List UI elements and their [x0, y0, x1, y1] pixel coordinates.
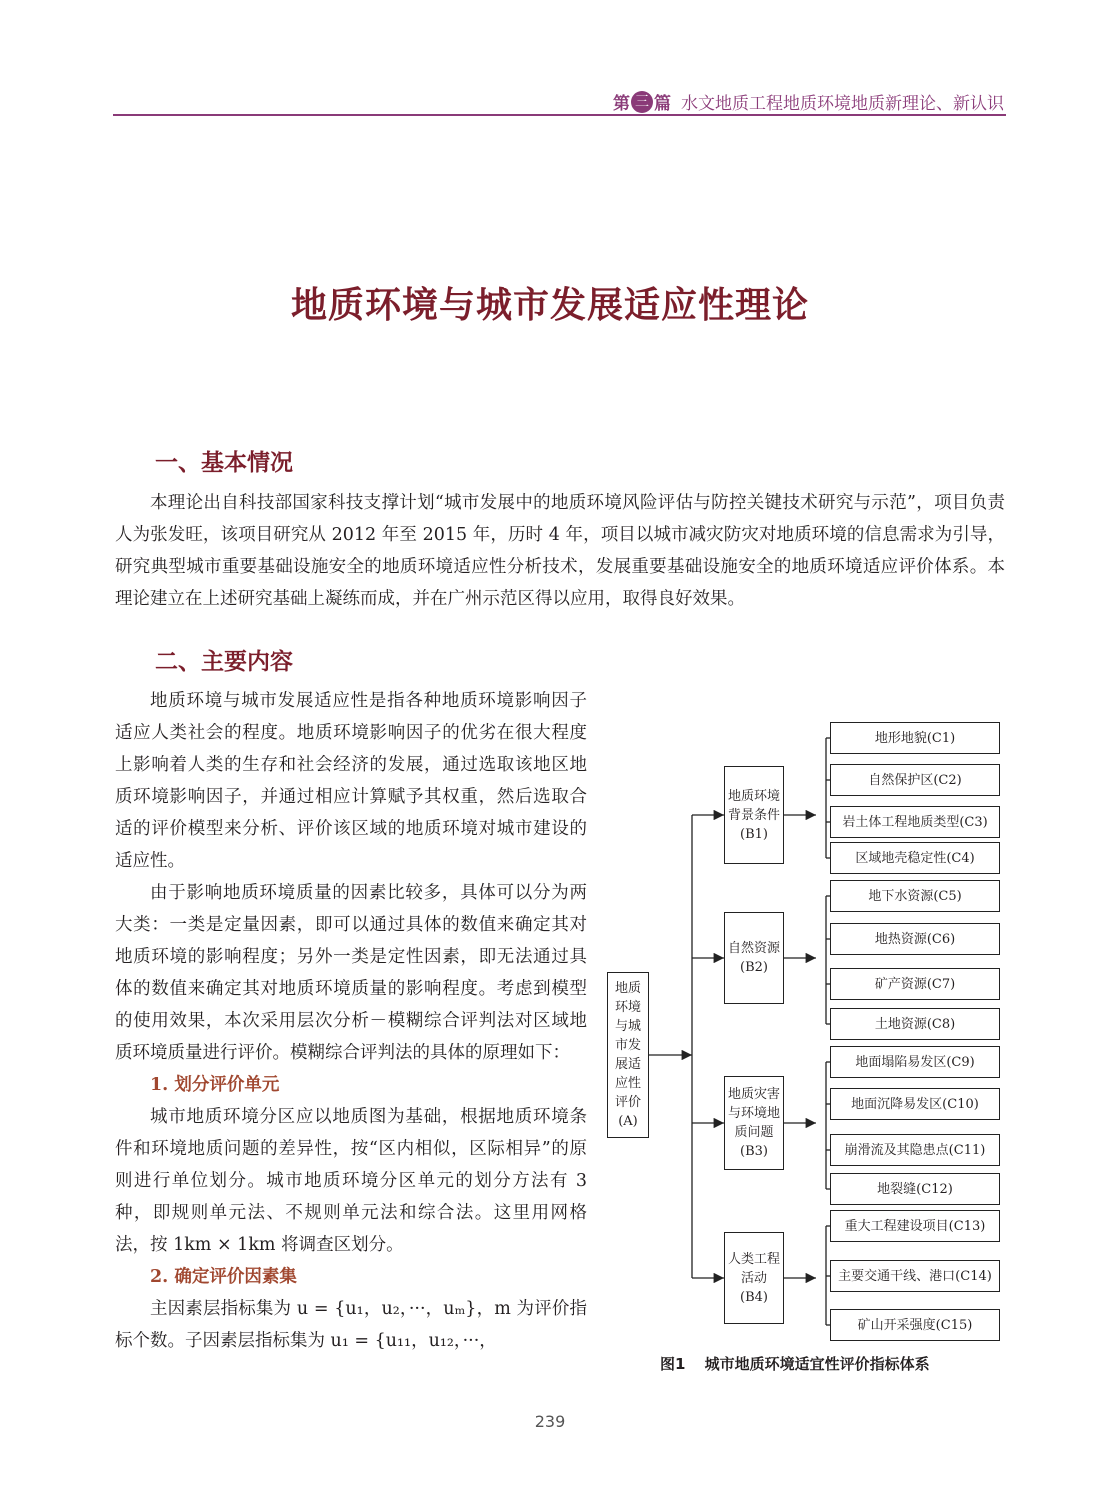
figure-caption: [660, 1353, 930, 1374]
criterion-node: 矿产资源(C7): [830, 968, 1000, 1000]
page-number: 239: [534, 1412, 566, 1431]
criterion-node: 岩土体工程地质类型(C3): [830, 806, 1000, 838]
section1-paragraph: 本理论出自科技部国家科技支撑计划“城市发展中的地质环境风险评估与防控关键技术研究与示范”，项目负责人为张发旺，该项目研究从 2012 年至 2015 年，历时 4 年，项目以城市减灾防灾对地质环境的信息需求为引导，研究典型城市重要基础设施安全的地质环境适应性分析技术，发展重要基础设施安全的地质环境适应评价体系。本理论建立在上述研究基础上凝练而成，并在广州示范区得以应用，取得良好效果。: [115, 493, 1005, 609]
section2-heading: 二、主要内容: [155, 649, 293, 675]
page-title: 地质环境与城市发展适应性理论: [290, 285, 809, 326]
criterion-node: 地面沉降易发区(C10): [830, 1088, 1000, 1120]
criterion-node: 地形地貌(C1): [830, 722, 1000, 754]
part-pre: 第: [613, 94, 630, 114]
criterion-node: 自然保护区(C2): [830, 764, 1000, 796]
criterion-node: 矿山开采强度(C15): [830, 1309, 1000, 1341]
criterion-node: 地下水资源(C5): [830, 880, 1000, 912]
group-node: 自然资源(B2): [724, 912, 784, 1004]
subheading-2: 2. 确定评价因素集: [150, 1267, 297, 1287]
criterion-node: 重大工程建设项目(C13): [830, 1210, 1000, 1242]
criterion-node: 地裂缝(C12): [830, 1173, 1000, 1205]
group-node: 地质灾害与环境地质问题(B3): [724, 1076, 784, 1170]
section2-paragraph-4: 主因素层指标集为 u = {u₁，u₂，···，uₘ}，m 为评价指标个数。子因素层指标集为 u₁ = {u₁₁，u₁₂，···，: [115, 1299, 587, 1351]
figure-number: 图1: [660, 1355, 686, 1373]
group-node: 人类工程活动(B4): [724, 1232, 784, 1324]
root-node: 地质环境与城市发展适应性评价(A): [607, 972, 649, 1138]
part-number-badge: 三: [631, 91, 653, 113]
section2-paragraph-1: 地质环境与城市发展适应性是指各种地质环境影响因子适应人类社会的程度。地质环境影响因子的优劣在很大程度上影响着人类的生存和社会经济的发展，通过选取该地区地质环境影响因子，并通过相应计算赋予其权重，然后选取合适的评价模型来分析、评价该区域的地质环境对城市建设的适应性。: [115, 691, 587, 871]
criterion-node: 土地资源(C8): [830, 1008, 1000, 1040]
criterion-node: 地热资源(C6): [830, 923, 1000, 955]
group-node: 地质环境背景条件(B1): [724, 766, 784, 864]
section1-heading: 一、基本情况: [155, 450, 293, 476]
section2-paragraph-2: 由于影响地质环境质量的因素比较多，具体可以分为两大类：一类是定量因素，即可以通过具体的数值来确定其对地质环境的影响程度；另外一类是定性因素，即无法通过具体的数值来确定其对地质环境质量的影响程度。考虑到模型的使用效果，本次采用层次分析－模糊综合评判法对区域地质环境质量进行评价。模糊综合评判法的具体的原理如下：: [115, 883, 587, 1063]
subheading-1: 1. 划分评价单元: [150, 1075, 280, 1095]
header-title: 水文地质工程地质环境地质新理论、新认识: [681, 94, 1004, 114]
section2-paragraph-3: 城市地质环境分区应以地质图为基础，根据地质环境条件和环境地质问题的差异性，按“区内相似，区际相异”的原则进行单位划分。城市地质环境分区单元的划分方法有 3 种，即规则单元法、不规则单元法和综合法。这里用网格法，按 1km × 1km 将调查区划分。: [115, 1107, 587, 1255]
criterion-node: 区域地壳稳定性(C4): [830, 842, 1000, 874]
criterion-node: 崩滑流及其隐患点(C11): [830, 1134, 1000, 1166]
criterion-node: 地面塌陷易发区(C9): [830, 1046, 1000, 1078]
figure-caption-text: 城市地质环境适宜性评价指标体系: [704, 1355, 930, 1373]
part-post: 篇: [654, 94, 671, 114]
criterion-node: 主要交通干线、港口(C14): [830, 1260, 1000, 1292]
